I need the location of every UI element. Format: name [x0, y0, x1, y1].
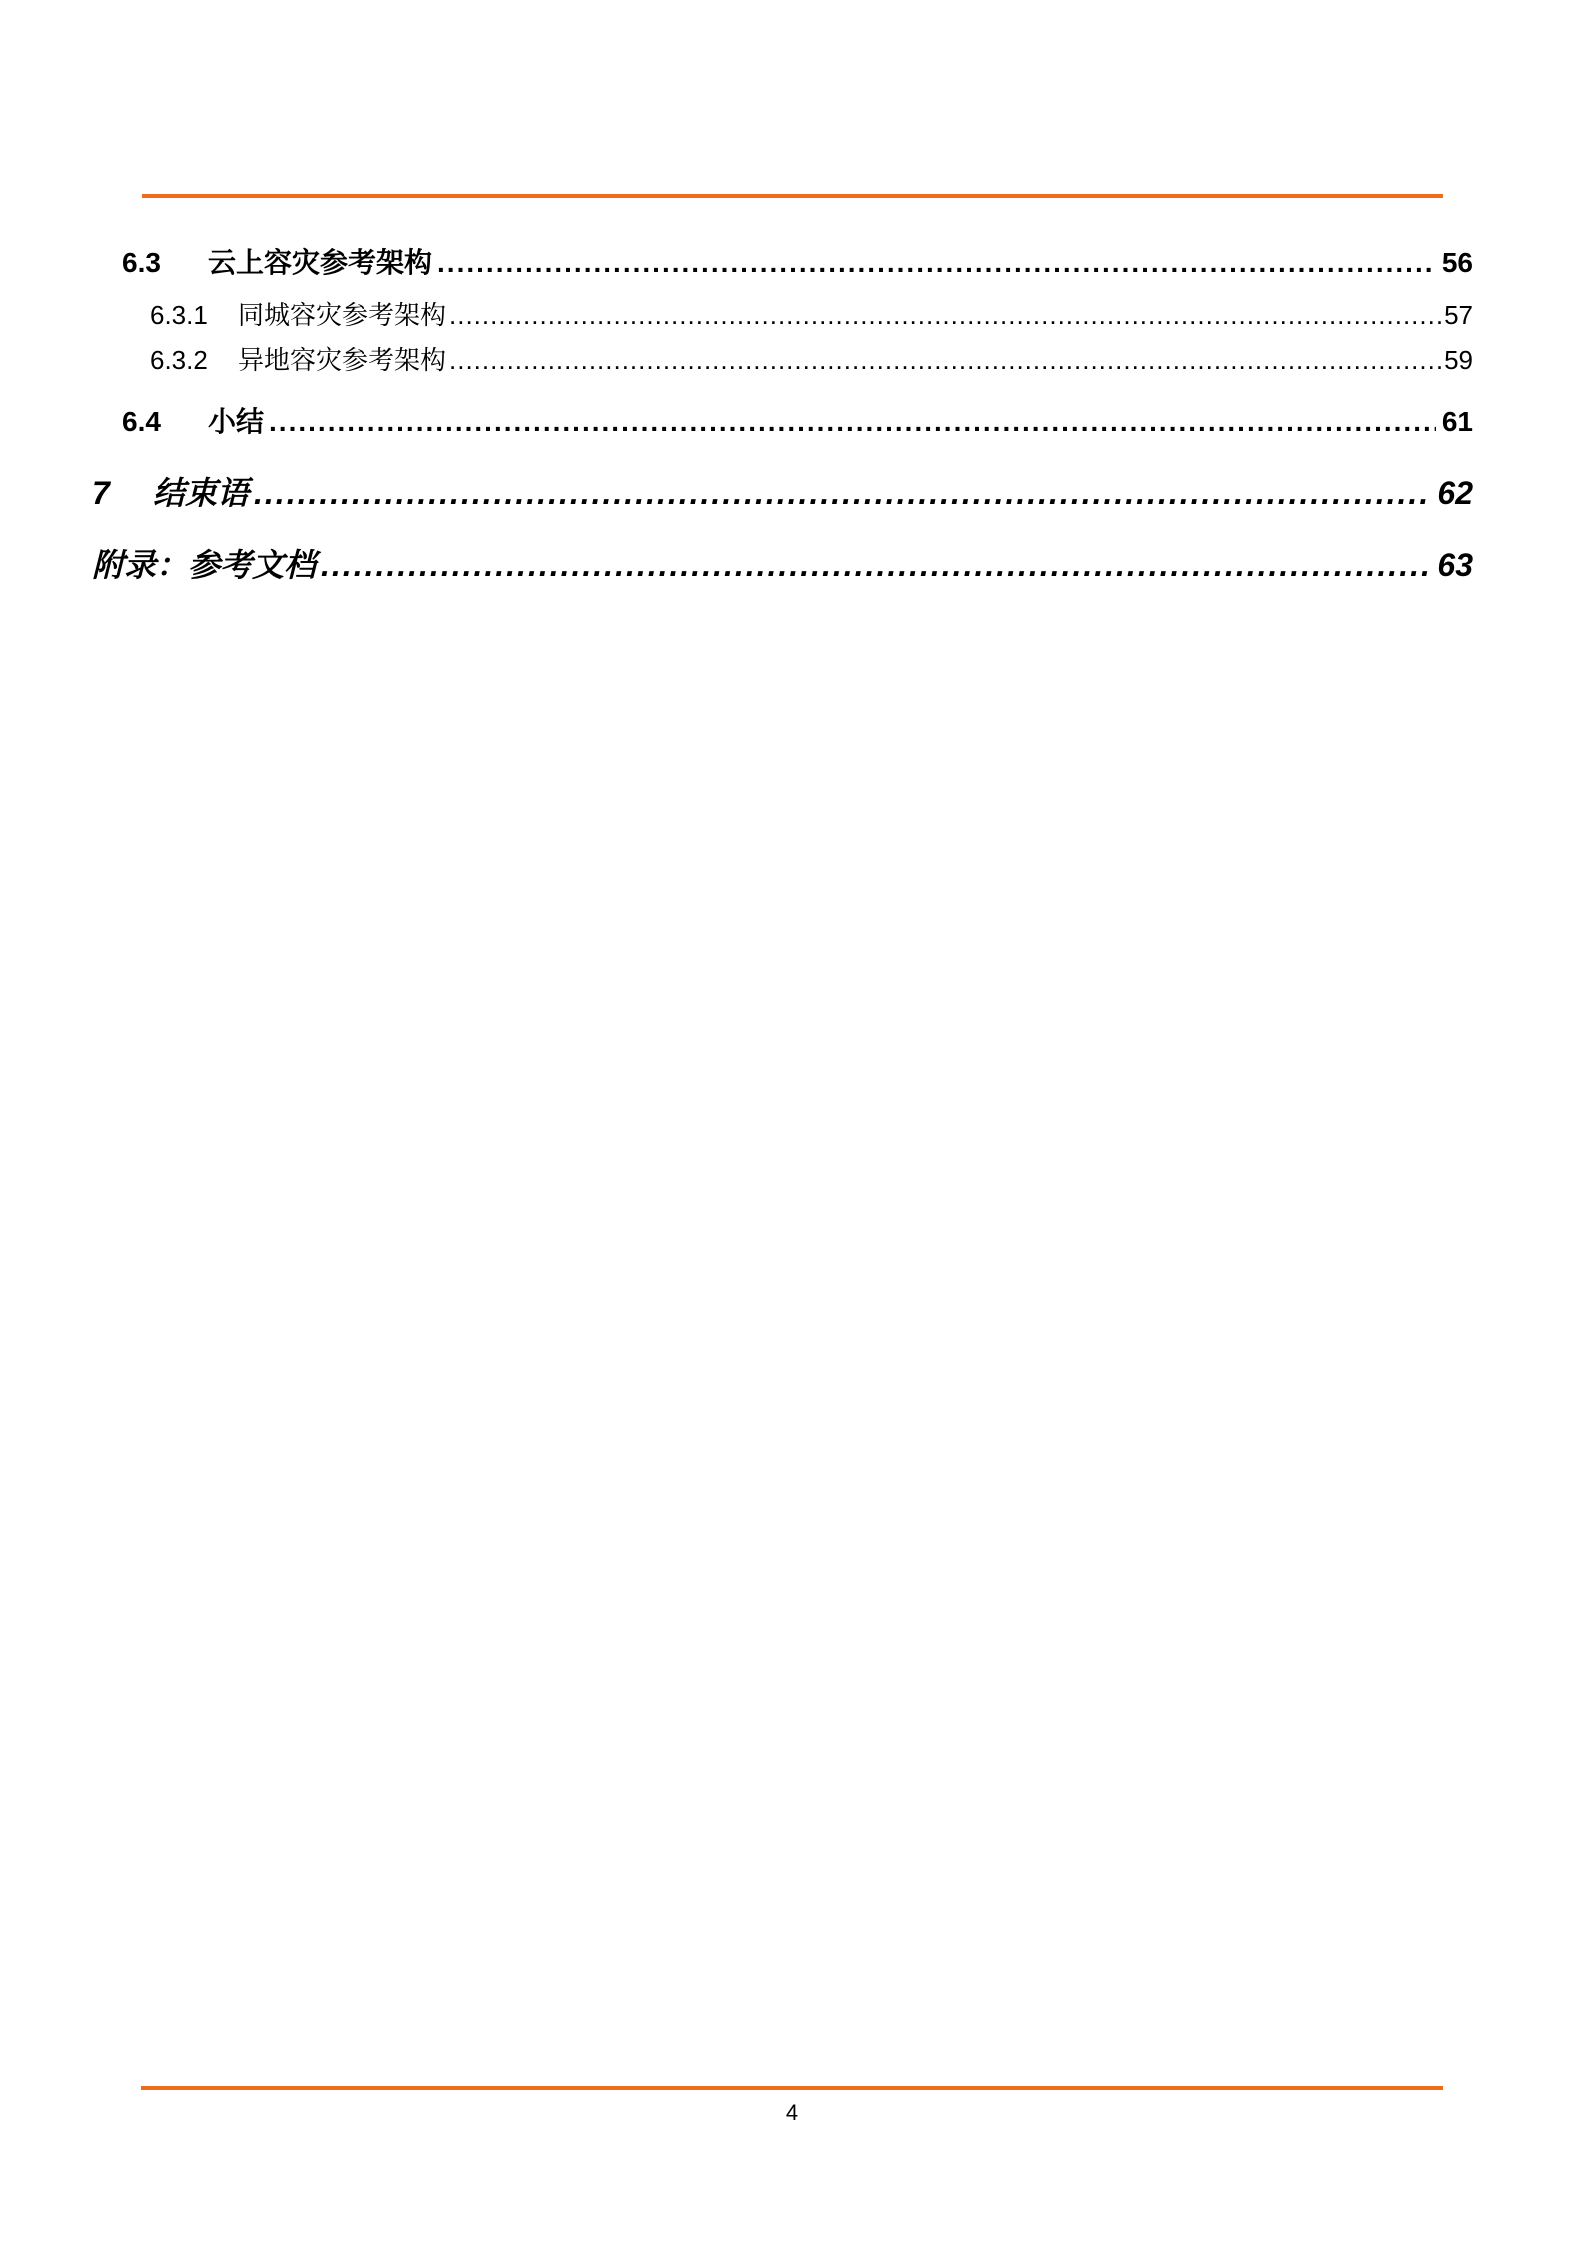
- toc-dot-leader: [264, 405, 1436, 439]
- toc-entry-number: 7: [92, 475, 110, 511]
- toc-entry[interactable]: [0, 546, 1473, 584]
- toc-entry[interactable]: [0, 299, 1473, 331]
- toc-entry-page: 62: [1437, 475, 1473, 511]
- toc-entry[interactable]: [0, 474, 1473, 512]
- toc-dot-leader: [446, 344, 1442, 376]
- toc-entry-page: 57: [1444, 300, 1473, 330]
- toc-entry-number: 6.4: [122, 406, 161, 437]
- toc-entry-page: 63: [1437, 547, 1473, 583]
- toc-entry-title: 同城容灾参考架构: [238, 300, 447, 330]
- toc-entry-title: 异地容灾参考架构: [238, 345, 447, 375]
- toc-dot-leader: [432, 246, 1436, 280]
- header-divider-line: [142, 194, 1443, 198]
- toc-entry-number: 6.3: [122, 247, 161, 278]
- toc-entry[interactable]: [0, 405, 1473, 439]
- toc-entry-page: 61: [1441, 406, 1473, 437]
- table-of-contents: [0, 246, 1473, 584]
- toc-dot-leader: [446, 299, 1442, 331]
- toc-entry-title: 小结: [208, 406, 265, 437]
- toc-entry[interactable]: [0, 246, 1473, 280]
- footer-divider-line: [141, 2086, 1443, 2090]
- toc-entry-page: 59: [1444, 345, 1473, 375]
- page-number: 4: [785, 2100, 799, 2125]
- toc-entry-number: 6.3.1: [150, 300, 208, 330]
- toc-entry-number: 6.3.2: [150, 345, 208, 375]
- toc-entry-page: 56: [1441, 247, 1473, 278]
- toc-entry-title: 云上容灾参考架构: [208, 247, 433, 278]
- toc-dot-leader: [249, 474, 1431, 512]
- toc-entry-title: 附录：参考文档: [92, 547, 317, 583]
- toc-entry-title: 结束语: [153, 475, 250, 511]
- toc-entry[interactable]: [0, 344, 1473, 376]
- toc-dot-leader: [316, 546, 1431, 584]
